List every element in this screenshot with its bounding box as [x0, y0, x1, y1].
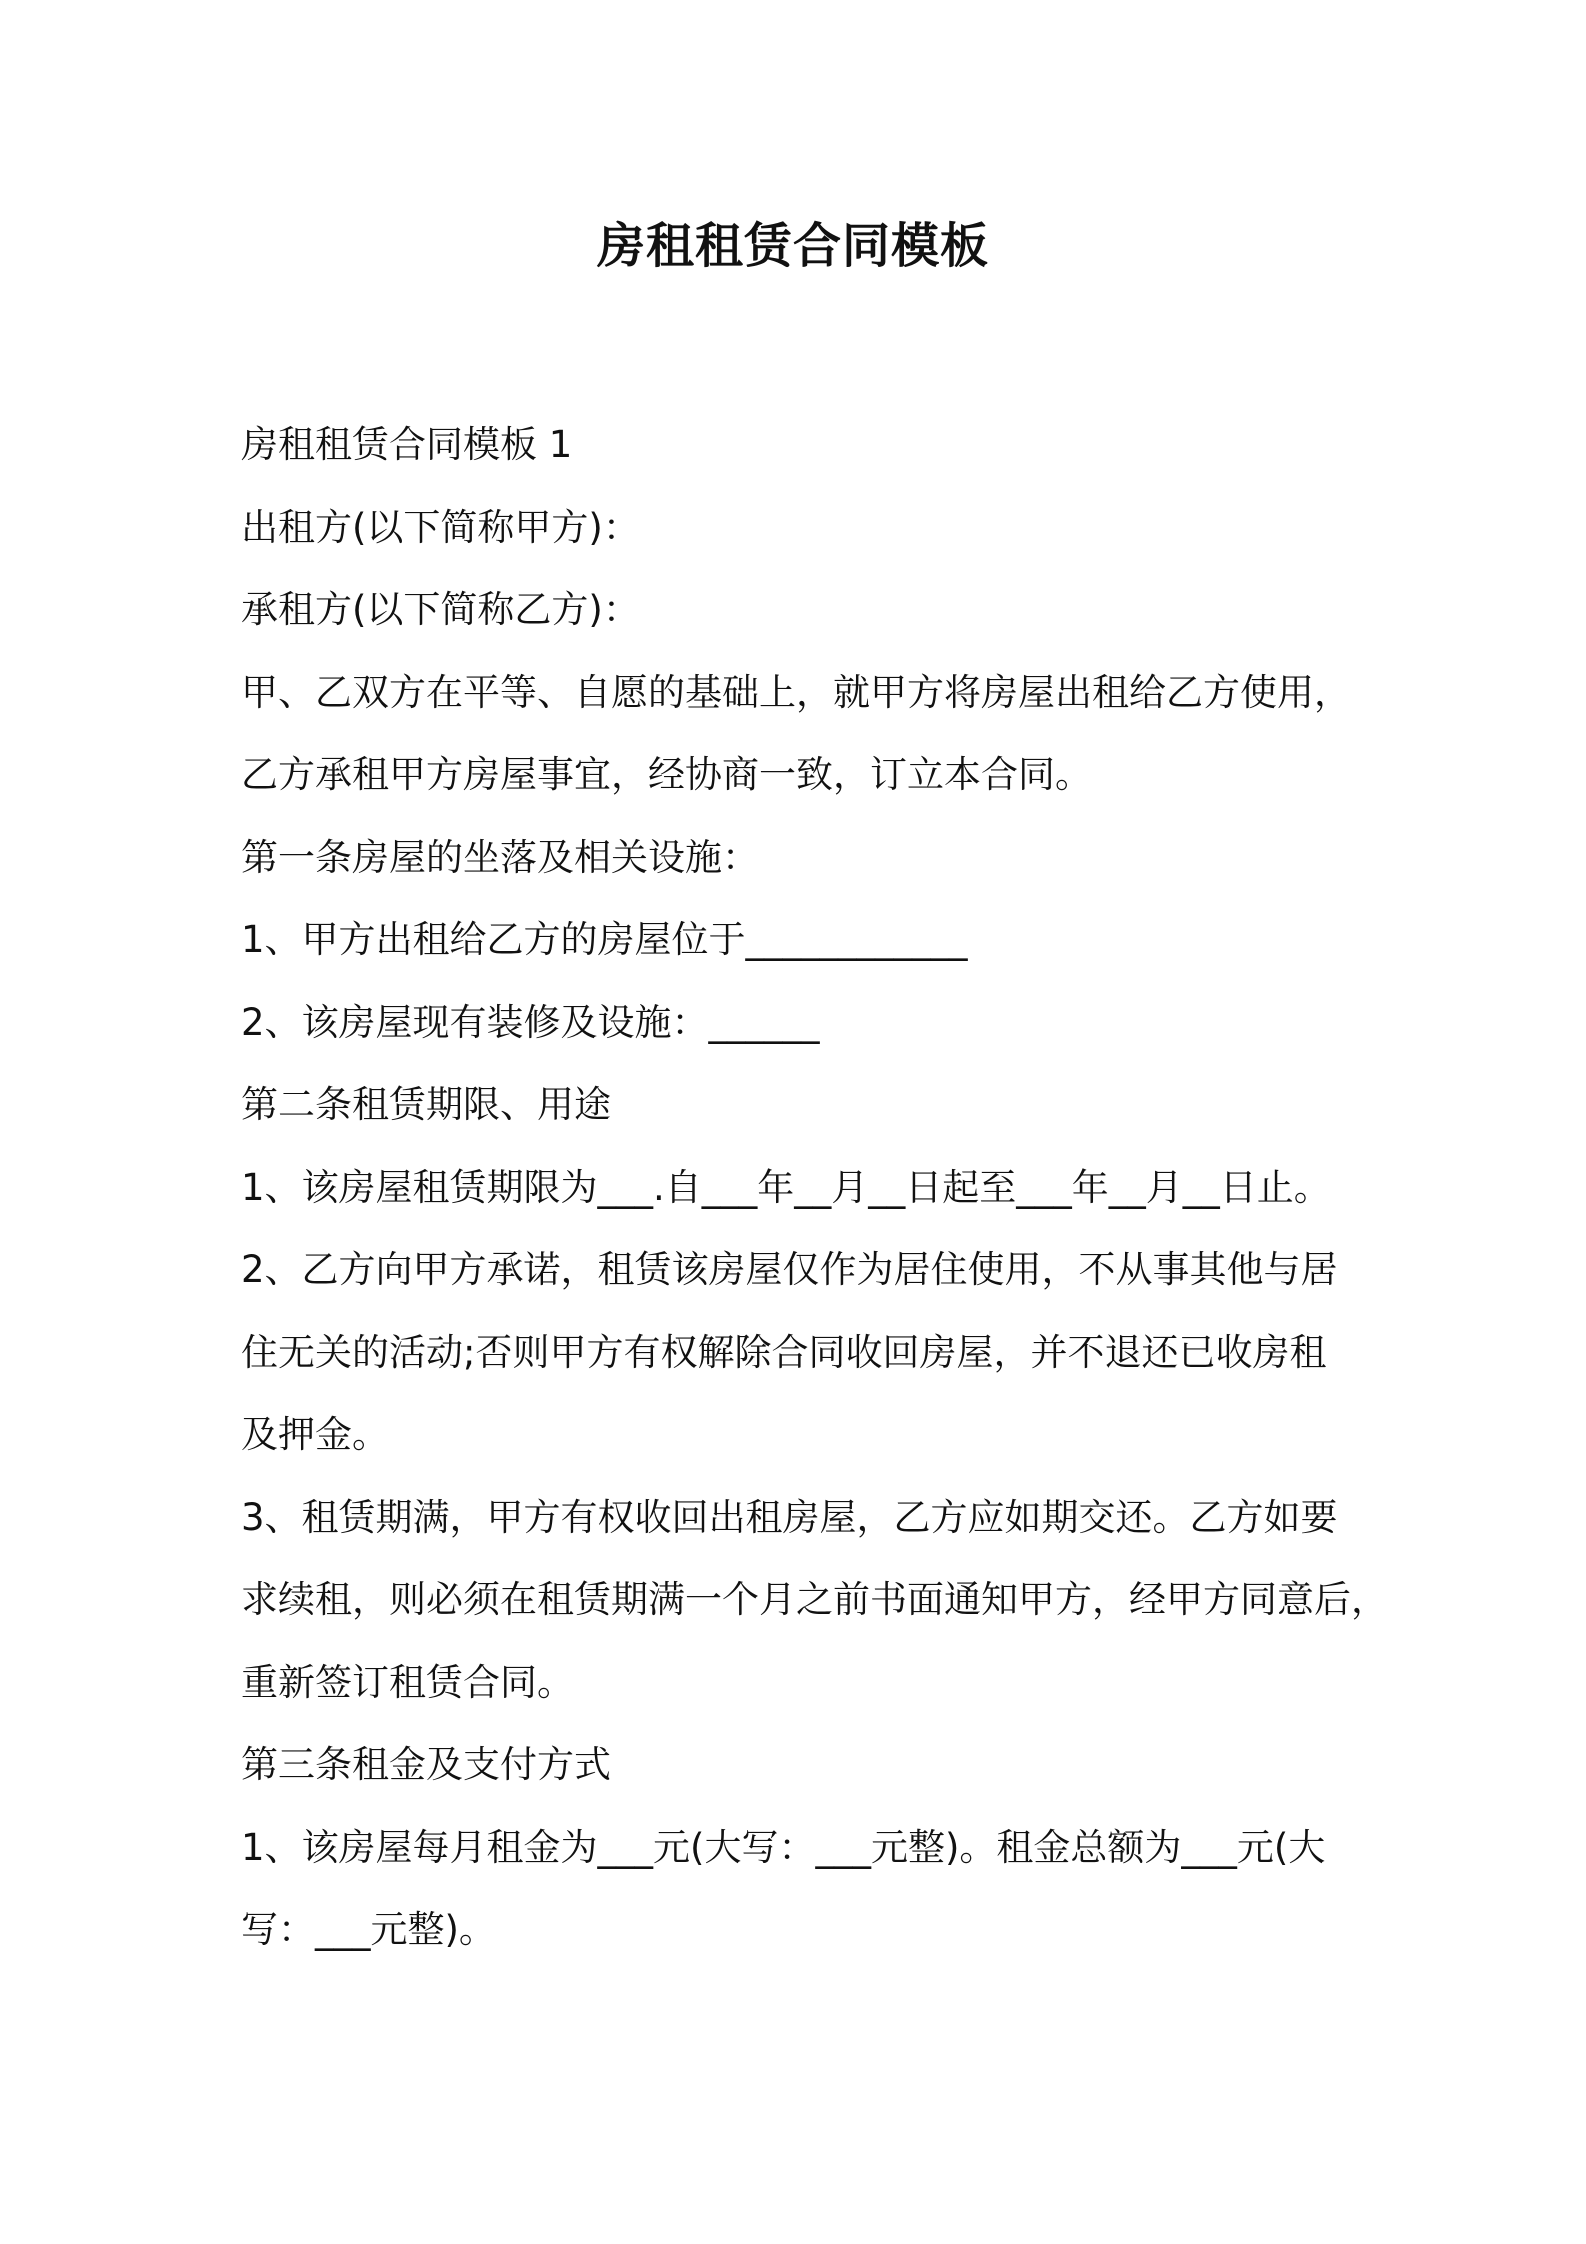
- paragraph-line: 甲、乙双方在平等、自愿的基础上，就甲方将房屋出租给乙方使用，: [241, 670, 1351, 714]
- clause-line: 1、该房屋每月租金为___元(大写：___元整)。租金总额为___元(大: [241, 1825, 1326, 1869]
- document-body: [241, 404, 1388, 1972]
- article-heading: 第一条房屋的坐落及相关设施：: [241, 835, 759, 879]
- clause-line: 住无关的活动;否则甲方有权解除合同收回房屋，并不退还已收房租: [241, 1330, 1327, 1374]
- lessee-line: 承租方(以下简称乙方)：: [241, 588, 640, 631]
- clause-line: 2、乙方向甲方承诺，租赁该房屋仅作为居住使用，不从事其他与居: [241, 1248, 1338, 1291]
- article-heading: 第三条租金及支付方式: [241, 1743, 611, 1786]
- lessor-line: 出租方(以下简称甲方)：: [241, 505, 640, 549]
- clause-line: 1、该房屋租赁期限为___.自___年__月__日起至___年__月__日止。: [241, 1165, 1331, 1209]
- section-heading: 房租租赁合同模板 1: [241, 423, 573, 466]
- document-title: 房租租赁合同模板: [596, 218, 989, 274]
- clause-line: 3、租赁期满，甲方有权收回出租房屋，乙方应如期交还。乙方如要: [241, 1495, 1338, 1539]
- paragraph-line: 乙方承租甲方房屋事宜，经协商一致，订立本合同。: [241, 753, 1092, 796]
- clause-line: 写：___元整)。: [241, 1908, 496, 1951]
- clause-line: 1、甲方出租给乙方的房屋位于____________: [241, 918, 968, 961]
- clause-line: 求续租，则必须在租赁期满一个月之前书面通知甲方，经甲方同意后，: [241, 1578, 1388, 1621]
- clause-line: 及押金。: [241, 1413, 389, 1456]
- clause-line: 重新签订租赁合同。: [241, 1660, 574, 1704]
- article-heading: 第二条租赁期限、用途: [241, 1083, 611, 1126]
- clause-line: 2、该房屋现有装修及设施：______: [241, 1000, 820, 1044]
